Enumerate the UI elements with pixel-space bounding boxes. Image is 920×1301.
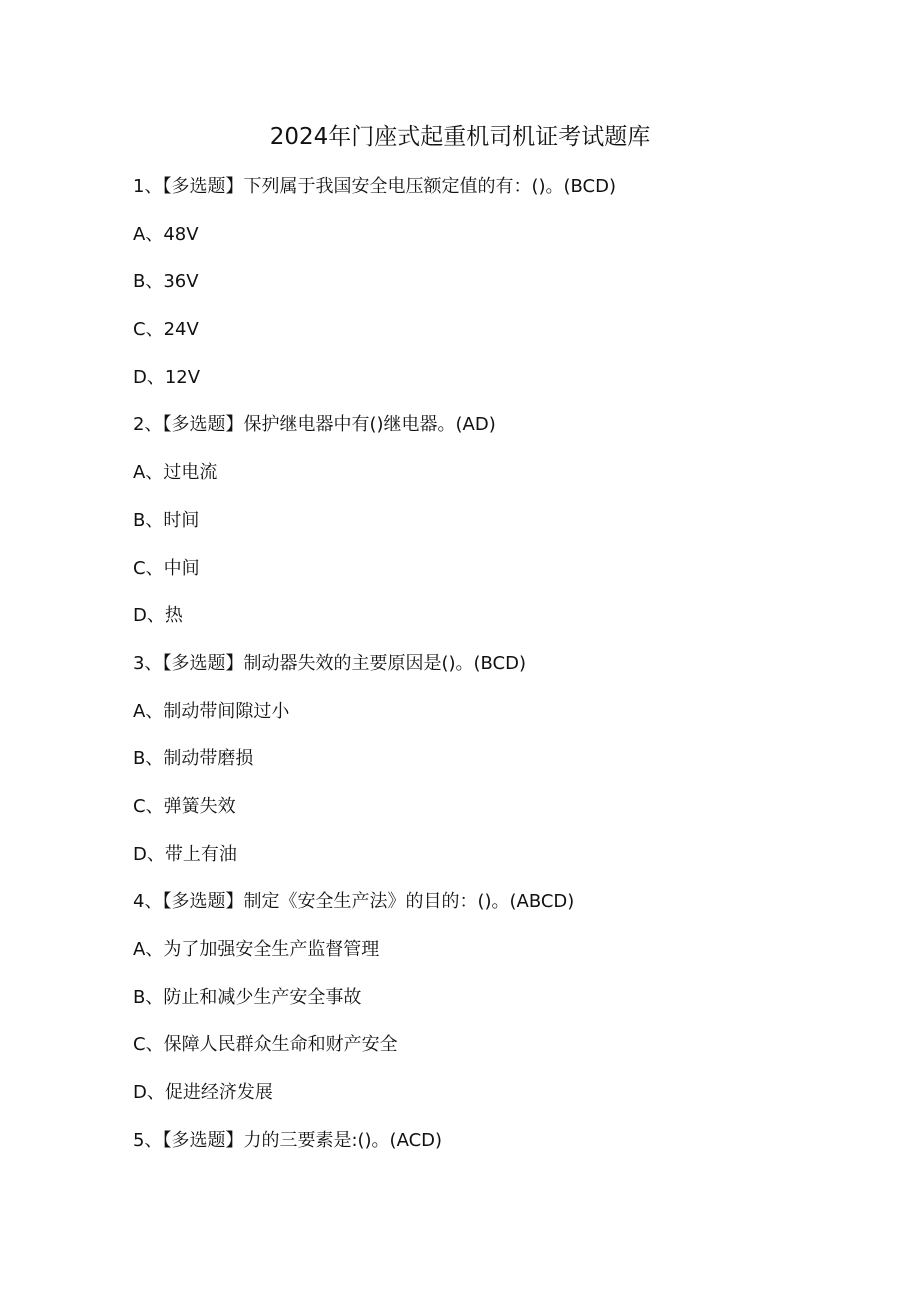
question-3-stem: 3、【多选题】制动器失效的主要原因是()。(BCD) [133, 652, 527, 674]
question-3-option-a: A、制动带间隙过小 [133, 700, 290, 722]
question-2-option-a: A、过电流 [133, 462, 218, 484]
question-1-option-d: D、12V [133, 366, 201, 388]
question-2-option-d: D、热 [133, 605, 183, 627]
question-4-option-c: C、保障人民群众生命和财产安全 [133, 1034, 398, 1056]
question-1-option-a: A、48V [133, 223, 199, 245]
question-1-option-b: B、36V [133, 271, 199, 293]
question-2-option-b: B、时间 [133, 509, 200, 531]
question-4-stem: 4、【多选题】制定《安全生产法》的目的：()。(ABCD) [133, 891, 575, 913]
question-1-option-c: C、24V [133, 319, 199, 341]
question-3-option-d: D、带上有油 [133, 843, 237, 865]
question-3-option-b: B、制动带磨损 [133, 748, 254, 770]
question-4-option-a: A、为了加强安全生产监督管理 [133, 939, 380, 960]
question-3-option-c: C、弹簧失效 [133, 795, 236, 817]
question-2-stem: 2、【多选题】保护继电器中有()继电器。(AD) [133, 414, 496, 436]
question-1-stem: 1、【多选题】下列属于我国安全电压额定值的有：()。(BCD) [133, 176, 617, 197]
question-4-option-b: B、防止和减少生产安全事故 [133, 986, 362, 1008]
question-2-option-c: C、中间 [133, 557, 200, 579]
question-4-option-d: D、促进经济发展 [133, 1082, 273, 1104]
question-5-stem: 5、【多选题】力的三要素是:()。(ACD) [133, 1129, 443, 1151]
question-list [133, 172, 893, 1173]
document-title: 2024年门座式起重机司机证考试题库 [269, 124, 651, 150]
